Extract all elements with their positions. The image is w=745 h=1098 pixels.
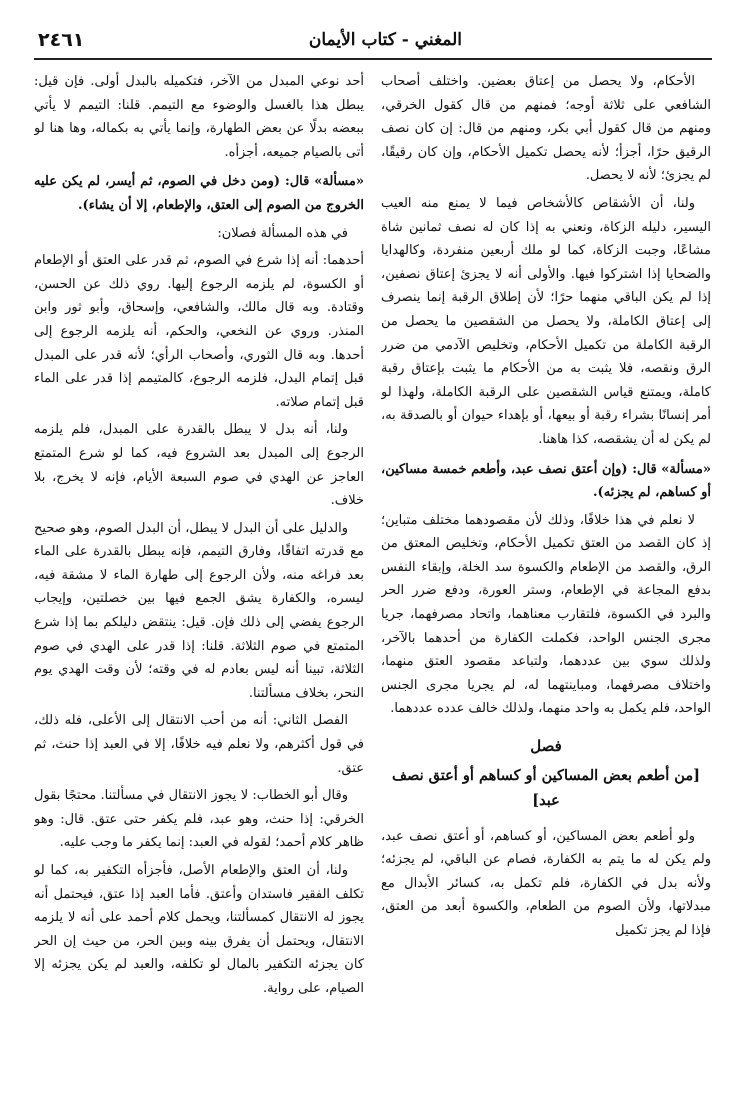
- running-title: المغني - كتاب الأيمان: [308, 30, 462, 50]
- paragraph: وقال أبو الخطاب: لا يجوز الانتقال في مسألتنا. محتجًا بقول الخرقي: إذا حنث، وهو عبد، فلم يكفر حتى عتق. قال: وهو ظاهر كلام أحمد؛ لقوله في العبد: إنما يكفر ما وجب عليه.: [34, 788, 364, 851]
- page-header: [34, 28, 712, 60]
- book-title: المغني: [414, 30, 462, 50]
- paragraph: لا نعلم في هذا خلافًا، وذلك لأن مقصودهما مختلف متباين؛ إذ كان القصد من العتق تكميل الأحكام، وتخليص المعتق من الرق، والقصد من الإطعام والكسوة سد الخلة، وإبقاء النفس بدفع المجاعة في الإطعام، وستر العورة، ودفع ضرر الحر والبرد في الكسوة، فلتقارب معناهما، واتحاد مصرفهما، جريا مجرى الجنس الواحد، فكملت الكفارة من أحدهما بالآخر، ولذلك سوي بين عددهما، ولتباعد مقصود العتق منهما، واختلاف مصرفهما، ومباينتهما له، لم يجريا مجرى الجنس الواحد، فلم يكمل به واحد منهما، ولذلك خالف عدده عددهما.: [381, 512, 711, 717]
- masala-label: «مسألة» قال:: [284, 174, 364, 190]
- left-column: [34, 70, 364, 1080]
- page-number: ٢٤٦١: [38, 29, 85, 51]
- masala-label: «مسألة» قال:: [632, 461, 711, 477]
- masala-heading: [34, 170, 364, 217]
- paragraph: ولو أطعم بعض المساكين، أو كساهم، أو أعتق نصف عبد، ولم يكن له ما يتم به الكفارة، فصام عن الباقي، لم يجزئه؛ ولأنه بدل في الكفارة، فلم تكمل به، كسائر الأبدال مع مبدلاتها، ولأن الصوم من الطعام، والكسوة أبعد من العتق، فإذا لم يجز تكميل: [381, 828, 711, 938]
- paragraph: الفصل الثاني: أنه من أحب الانتقال إلى الأعلى، فله ذلك، في قول أكثرهم، ولا نعلم فيه خلافًا، إلا في العبد إذا حنث، ثم عتق.: [34, 713, 364, 776]
- masala-text: (وإن أعتق نصف عبد، وأطعم خمسة مساكين، أو كساهم، لم يجزئه).: [381, 461, 711, 501]
- paragraph: والدليل على أن البدل لا يبطل، أن البدل الصوم، وهو صحيح مع قدرته اتفاقًا، وفارق التيمم، فإنه يبطل بالقدرة على الماء بعد فراغه منه، ولأن الرجوع إلى طهارة الماء لا مشقة فيه، ليسره، والكفارة يشق الجمع فيها بين خصلتين، وإيجاب الرجوع يفضي إلى ذلك فإن. قيل: ينتقض دليلكم بما إذا شرع المتمتع في صوم الثلاثة. قلنا: إذا قدر على الهدي في صوم الثلاثة، تبينا أنه ليس بعادم له في وقته؛ لأن وقت الهدي يوم النحر، بخلاف مسألتنا.: [34, 520, 364, 701]
- paragraph: أحد نوعي المبدل من الآخر، فتكميله بالبدل أولى. فإن قيل: يبطل هذا بالغسل والوضوء مع التيمم. قلنا: التيمم لا يأتي ببعضه بدلًا عن بعض الطهارة، وإنما يأتي به بكماله، وها هنا لو أتى بالصيام جميعه، أجزأه.: [34, 74, 364, 160]
- paragraph: أحدهما: أنه إذا شرع في الصوم، ثم قدر على العتق أو الإطعام أو الكسوة، لم يلزمه الرجوع إليها. روي ذلك عن الحسن، وقتادة. وبه قال مالك، والشافعي، وإسحاق، وأبو ثور وابن المنذر. وروي عن النخعي، والحكم، أنه يلزمه الرجوع إلى أحدها. وبه قال الثوري، وأصحاب الرأي؛ لأنه قدر على المبدل قبل إتمام البدل، فلزمه الرجوع، كالمتيمم إذا قدر على الماء قبل إتمام صلاته.: [34, 253, 364, 410]
- paragraph: ولنا، أن العتق والإطعام الأصل، فأجزأه التكفير به، كما لو تكلف الفقير فاستدان وأعتق. فأما العبد إذا عتق، فيحتمل أنه يجوز له الانتقال كمسألتنا، ويحمل كلام أحمد على أنه لا يلزمه الانتقال، ويحتمل أن يفرق بينه وبين الحر، من حيث إن الحر كان يجزئه التكفير بالمال لو تكلفه، والعبد لم يكن يجزئه إلا الصيام، على رواية.: [34, 863, 364, 996]
- masala-text: (ومن دخل في الصوم، ثم أيسر، لم يكن عليه الخروج من الصوم إلى العتق، والإطعام، إلا أن يشاء).: [34, 174, 364, 213]
- paragraph: ولنا، أن الأشقاص كالأشخاص فيما لا يمنع منه العيب اليسير، دليله الزكاة، ونعني به إذا كان له نصف ثمانين شاة مشاعًا، وجبت الزكاة، كما لو ملك أربعين منفردة، وكالهدايا والضحايا إذا اشتركوا فيها. والأولى أنه لا يجزئ إعتاق نصفين، إذا لم يكن الباقي منهما حرًا؛ لأن إطلاق الرقبة إنما ينصرف إلى إعتاق الكاملة، ولا يحصل من الشقصين ما يحصل من الرقبة الكاملة من تكميل الأحكام، وتخليص الآدمي من ضرر الرق ونقصه، فلا يثبت به من الأحكام ما يثبت بإعتاق رقبة كاملة، ويمتنع قياس الشقصين على الرقبة الكاملة، ولهذا لو أمر إنسانًا بشراء رقبة أو بيعها، أو بإهداء حيوان أو بالصدقة به، لم يكن له أن يشقصه، كذا هاهنا.: [381, 195, 711, 447]
- masala-heading: [381, 458, 711, 505]
- chapter-title: كتاب الأيمان: [308, 30, 396, 50]
- paragraph: ولنا، أنه بدل لا يبطل بالقدرة على المبدل، فلم يلزمه الرجوع إلى المبدل بعد الشروع فيه، كما لو شرع المتمتع العاجز عن الهدي في صوم السبعة الأيام، فإنه لا يخرج، بلا خلاف.: [34, 422, 364, 509]
- paragraph: في هذه المسألة فصلان:: [217, 225, 348, 241]
- paragraph: الأحكام، ولا يحصل من إعتاق بعضين. واختلف أصحاب الشافعي على ثلاثة أوجه؛ فمنهم من قال كقول الخرقي، ومنهم من قال كقول أبي بكر، ومنهم من قال: إن كان نصف الرقيق حرًا، أجزأ؛ لأنه يحصل تكميل الأحكام، وإن كان رقيقًا، لم يجزئ؛ لأنه لا يحصل.: [381, 74, 711, 184]
- fasl-subtitle: [من أطعم بعض المساكين أو كساهم أو أعتق نصف عبد]: [392, 766, 700, 809]
- right-column: [381, 70, 711, 1080]
- fasl-title: فصل: [530, 737, 562, 756]
